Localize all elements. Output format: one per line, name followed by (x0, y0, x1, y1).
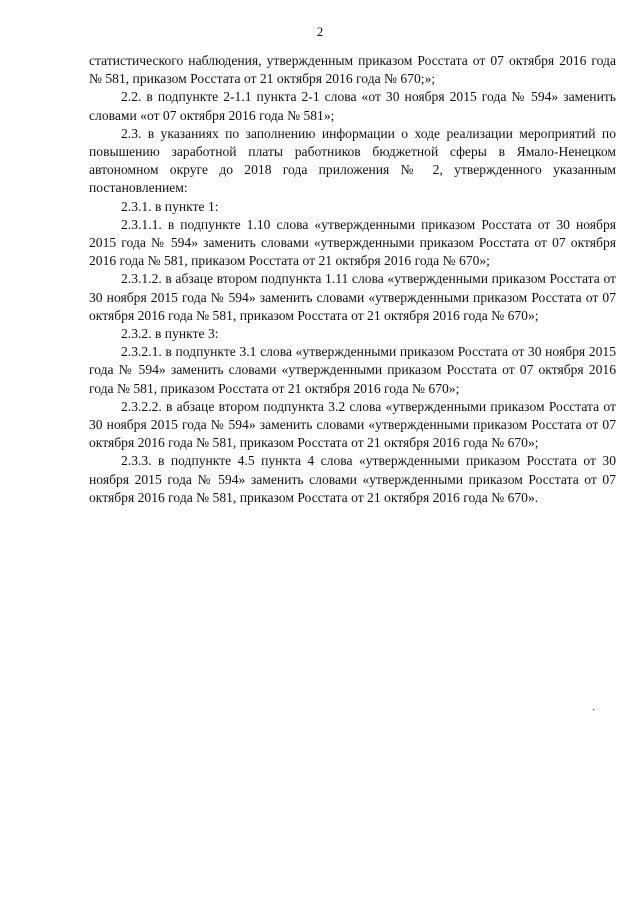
stray-mark: · (592, 705, 596, 716)
page-number: 2 (316, 24, 324, 39)
paragraph-2-3-2-2: 2.3.2.2. в абзаце втором подпункта 3.2 слова «утвержденными приказом Росстата от 30 ноября 2015 года № 594» заменить словами «утвержденными приказом Росстата от 07 октября 2016 года № 581, приказом Росстата от 21 октября 2016 года № 670»; (89, 398, 616, 451)
paragraph-2-3-1-2: 2.3.1.2. в абзаце втором подпункта 1.11 слова «утвержденными приказом Росстата от 30 ноября 2015 года № 594» заменить словами «утвержденными приказом Росстата от 07 октября 2016 года № 581, приказом Росстата от 21 октября 2016 года № 670»; (89, 271, 616, 323)
paragraph-2-3-1-1: 2.3.1.1. в подпункте 1.10 слова «утвержденными приказом Росстата от 30 ноября 2015 года № 594» заменить словами «утвержденными приказом Росстата от 07 октября 2016 года № 581, приказом Росстата от 21 октября 2016 года № 670»; (89, 216, 616, 269)
paragraph-continuation: статистического наблюдения, утвержденным приказом Росстата от 07 октября 2016 года № 581, приказом Росстата от 21 октября 2016 года № 670;»; (89, 53, 616, 87)
paragraph-2-3-1: 2.3.1. в пункте 1: (121, 198, 219, 214)
paragraph-2-3-2-1: 2.3.2.1. в подпункте 3.1 слова «утвержденными приказом Росстата от 30 ноября 2015 года № 594» заменить словами «утвержденными приказом Росстата от 07 октября 2016 года № 581, приказом Росстата от 21 октября 2016 года № 670»; (89, 344, 616, 396)
paragraph-2-2: 2.2. в подпункте 2-1.1 пункта 2-1 слова «от 30 ноября 2015 года № 594» заменить словами «от 07 октября 2016 года № 581»; (89, 89, 616, 123)
paragraph-2-3-2: 2.3.2. в пункте 3: (121, 326, 219, 342)
paragraph-2-3: 2.3. в указаниях по заполнению информации о ходе реализации мероприятий по повышению заработной платы работников бюджетной сферы в Ямало-Ненецком автономном округе до 2018 года приложения № 2, утвержденного указанным постановлением: (89, 125, 616, 196)
document-body (89, 52, 616, 507)
paragraph-2-3-3: 2.3.3. в подпункте 4.5 пункта 4 слова «утвержденными приказом Росстата от 30 ноября 2015 года № 594» заменить словами «утвержденными приказом Росстата от 07 октября 2016 года № 581, приказом Росстата от 21 октября 2016 года № 670». (89, 453, 616, 505)
